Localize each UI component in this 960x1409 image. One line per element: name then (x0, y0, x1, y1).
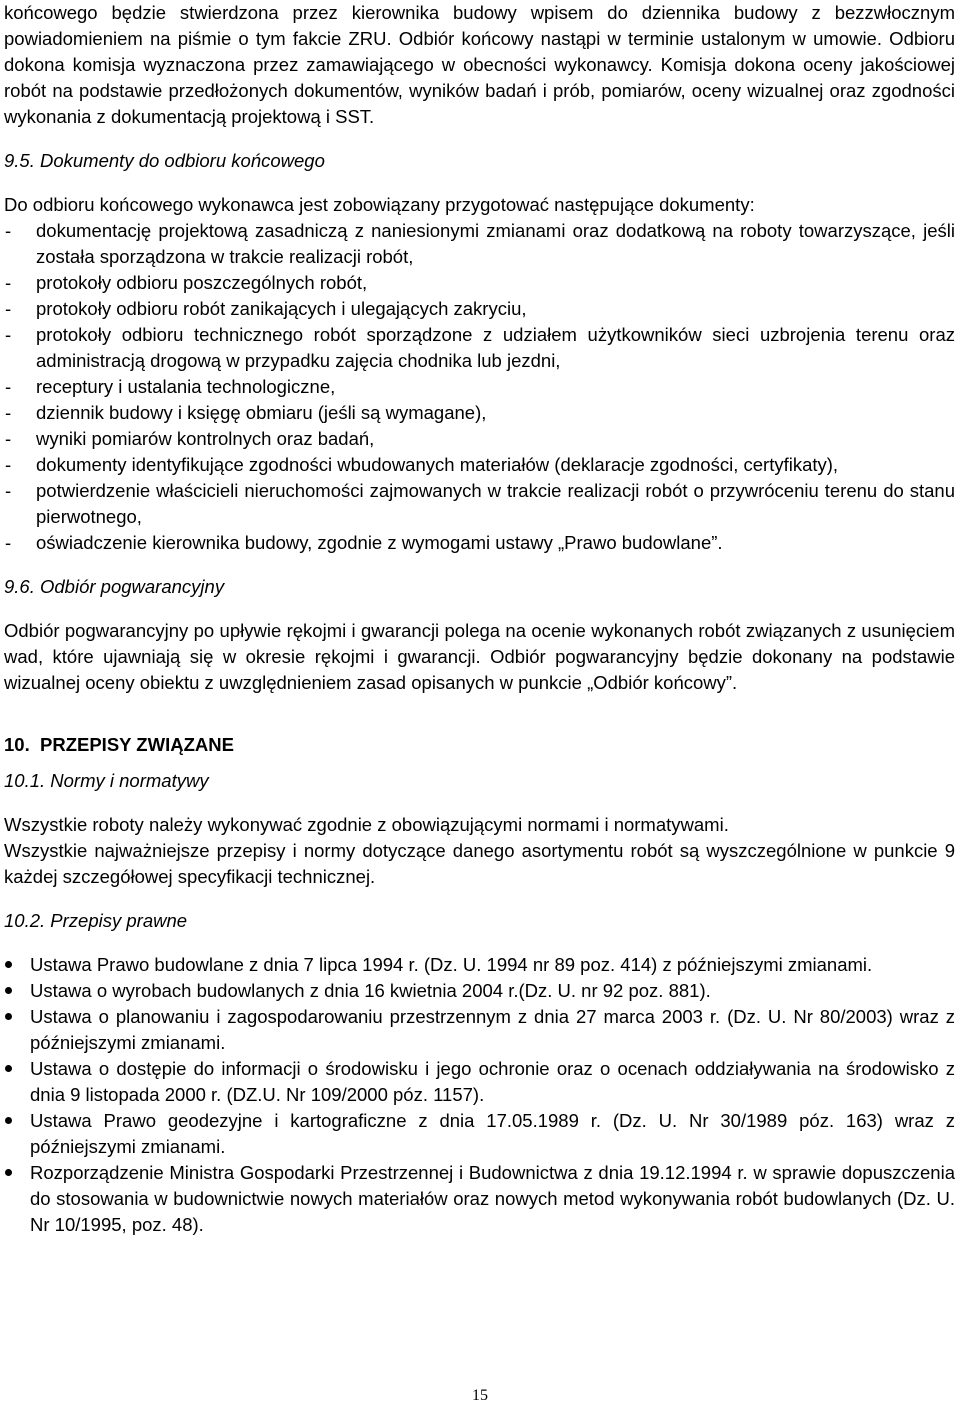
list-item-text: Ustawa Prawo budowlane z dnia 7 lipca 1994 r. (Dz. U. 1994 nr 89 poz. 414) z późniejszymi zmianami. (30, 954, 873, 975)
section-10-1-text-2: Wszystkie najważniejsze przepisy i normy dotyczące danego asortymentu robót są wyszczególnione w punkcie 9 każdej szczegółowej specyfikacji technicznej. (4, 840, 955, 887)
section-10-heading (4, 732, 955, 758)
list-item: - potwierdzenie właścicieli nieruchomości zajmowanych w trakcie realizacji robót o przywróceniu terenu do stanu pierwotnego, (4, 478, 955, 530)
section-9-5-lead: Do odbioru końcowego wykonawca jest zobowiązany przygotować następujące dokumenty: (4, 194, 755, 215)
document-page (4, 0, 955, 1238)
list-item-text: Ustawa o planowaniu i zagospodarowaniu przestrzennym z dnia 27 marca 2003 r. (Dz. U. Nr 80/2003) wraz z późniejszymi zmianami. (30, 1006, 955, 1053)
list-item (4, 1160, 955, 1238)
list-item (4, 978, 955, 1004)
page-number: 15 (472, 1387, 488, 1404)
bullet-icon (5, 1013, 12, 1020)
list-item: - protokoły odbioru poszczególnych robót, (4, 270, 955, 296)
bullet-icon (5, 1169, 12, 1176)
list-item-text: Rozporządzenie Ministra Gospodarki Przestrzennej i Budownictwa z dnia 19.12.1994 r. w sprawie dopuszczenia do stosowania w budownictwie nowych materiałów oraz nowych metod wykonywania robót budowlanych (Dz. U. Nr 10/1995, poz. 48). (30, 1162, 955, 1235)
list-item: - dokumentację projektową zasadniczą z naniesionymi zmianami oraz dodatkową na roboty towarzyszące, jeśli została sporządzona w trakcie realizacji robót, (4, 218, 955, 270)
list-item: - protokoły odbioru robót zanikających i ulegających zakryciu, (4, 296, 955, 322)
list-item-text: Ustawa o wyrobach budowlanych z dnia 16 kwietnia 2004 r.(Dz. U. nr 92 poz. 881). (30, 980, 711, 1001)
list-item: - protokoły odbioru technicznego robót sporządzone z udziałem użytkowników sieci uzbrojenia terenu oraz administracją drogową w przypadku zajęcia chodnika lub jezdni, (4, 322, 955, 374)
bullet-icon (5, 987, 12, 994)
list-item: - wyniki pomiarów kontrolnych oraz badań, (4, 426, 955, 452)
section-10-1-text-1: Wszystkie roboty należy wykonywać zgodnie z obowiązującymi normami i normatywami. (4, 814, 729, 835)
bullet-icon (5, 1065, 12, 1072)
section-9-5-heading: 9.5. Dokumenty do odbioru końcowego (4, 150, 325, 171)
section-10-title: PRZEPISY ZWIĄZANE (40, 734, 234, 755)
bullet-icon (5, 1117, 12, 1124)
section-9-6-heading: 9.6. Odbiór pogwarancyjny (4, 576, 225, 597)
list-item (4, 1004, 955, 1056)
list-item: - receptury i ustalania technologiczne, (4, 374, 955, 400)
list-item (4, 952, 955, 978)
list-item-text: Ustawa o dostępie do informacji o środowisku i jego ochronie oraz o ocenach oddziaływania na środowisko z dnia 9 listopada 2000 r. (DZ.U. Nr 109/2000 póz. 1157). (30, 1058, 955, 1105)
list-item (4, 1056, 955, 1108)
section-9-6-paragraph: Odbiór pogwarancyjny po upływie rękojmi i gwarancji polega na ocenie wykonanych robót związanych z usunięciem wad, które ujawniają się w okresie rękojmi i gwarancji. Odbiór pogwarancyjny będzie dokonany na podstawie wizualnej oceny obiektu z uwzględnieniem zasad opisanych w punkcie „Odbiór końcowy”. (4, 620, 955, 693)
section-10-2-heading: 10.2. Przepisy prawne (4, 910, 188, 931)
intro-paragraph: końcowego będzie stwierdzona przez kierownika budowy wpisem do dziennika budowy z bezzwłocznym powiadomieniem na piśmie o tym fakcie ZRU. Odbiór końcowy nastąpi w terminie ustalonym w umowie. Odbioru dokona komisja wyznaczona przez zamawiającego w obecności wykonawcy. Komisja dokona oceny jakościowej robót na podstawie przedłożonych dokumentów, wyników badań i prób, pomiarów, oceny wizualnej oraz zgodności wykonania z dokumentacją projektową i SST. (4, 2, 955, 127)
list-item-text: Ustawa Prawo geodezyjne i kartograficzne z dnia 17.05.1989 r. (Dz. U. Nr 30/1989 póz. 163) wraz z późniejszymi zmianami. (30, 1110, 955, 1157)
list-item (4, 1108, 955, 1160)
list-item: - oświadczenie kierownika budowy, zgodnie z wymogami ustawy „Prawo budowlane”. (4, 530, 955, 556)
section-10-1-heading: 10.1. Normy i normatywy (4, 770, 209, 791)
list-item: - dokumenty identyfikujące zgodności wbudowanych materiałów (deklaracje zgodności, certyfikaty), (4, 452, 955, 478)
regulations-list (4, 952, 955, 1238)
section-10-number: 10. (4, 734, 30, 755)
bullet-icon (5, 961, 12, 968)
list-item: - dziennik budowy i księgę obmiaru (jeśli są wymagane), (4, 400, 955, 426)
documents-list (4, 218, 955, 556)
